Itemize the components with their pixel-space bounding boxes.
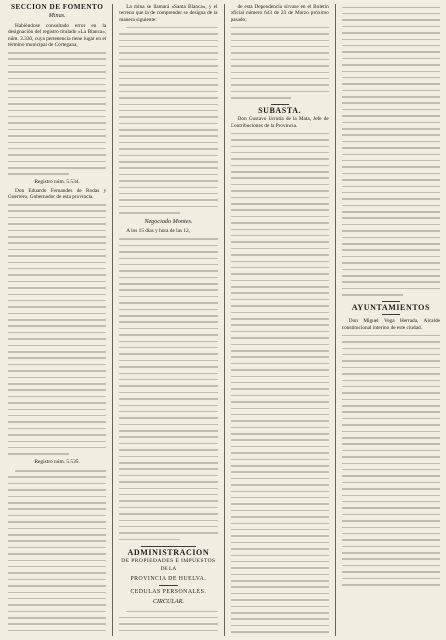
section-divider: [271, 104, 289, 105]
section-divider: [382, 314, 400, 315]
section-subtitle: DE PROPIEDADES E IMPUESTOS: [121, 557, 216, 564]
text-block: [231, 24, 329, 101]
column-divider: [224, 4, 225, 636]
section-title: ADMINISTRACION: [127, 547, 210, 557]
paragraph: de esta Dependencia sírvase en el Boletín oficial número 643 de 23 de Marzo próximo pasado;: [230, 4, 329, 23]
column-2: [119, 4, 217, 636]
column-divider: [335, 4, 336, 636]
paragraph: Habiéndose consultado error en la designación del registro titulado «La Blanca», núm. 3.330, cuya pertenencia tiene lugar en el término municipal de Cortegana,: [8, 22, 107, 49]
section-divider: [382, 301, 400, 302]
column-3: [231, 4, 329, 636]
section-subtitle: PROVINCIA DE HUELVA.: [130, 575, 207, 582]
section-title: AYUNTAMIENTOS: [351, 302, 431, 312]
column-divider: [112, 4, 113, 636]
registry-number: Registro núm. 5.535.: [34, 459, 80, 466]
column-1: [8, 4, 106, 636]
column-4: [342, 4, 440, 636]
text-block: [342, 332, 440, 588]
subsection-title: CEDULAS PERSONALES.: [130, 589, 207, 596]
section-divider: [159, 585, 177, 586]
text-block: [8, 49, 106, 177]
subsection-title: CIRCULAR.: [152, 597, 184, 605]
section-subtitle: DE LA: [160, 566, 177, 573]
paragraph: La mina se llamará «Santa Blanca», y el terreno que la de comprender se designa de la manera siguiente:: [119, 4, 218, 23]
subsection-title: Minas.: [48, 12, 66, 20]
paragraph: Don Gustavo Urrutia de la Mata, Jefe de Contribuciones de la Provincia.: [230, 116, 329, 129]
section-title: SUBASTA.: [258, 105, 302, 115]
text-block: [8, 468, 106, 637]
text-block: [231, 130, 329, 636]
paragraph: A los 15 días y hora de las 12,: [126, 228, 190, 235]
section-divider: [141, 546, 195, 547]
text-block: [119, 236, 217, 543]
paragraph: Don Miguel Vega Herrada, Alcalde constitucional interino de este ciudad.: [341, 318, 440, 331]
text-block: [119, 24, 217, 216]
subsection-title: Negociado Montes.: [144, 217, 193, 225]
text-block: [342, 4, 440, 298]
registry-number: Registro núm. 5.534.: [34, 179, 80, 186]
text-block: [8, 201, 106, 457]
newspaper-page: [8, 4, 440, 636]
text-block: [119, 608, 217, 636]
section-title: SECCION DE FOMENTO: [10, 4, 104, 11]
paragraph: Don Eduardo Fernandes de Rodas y Guerrero, Gobernador de esta provincia.: [8, 187, 107, 201]
